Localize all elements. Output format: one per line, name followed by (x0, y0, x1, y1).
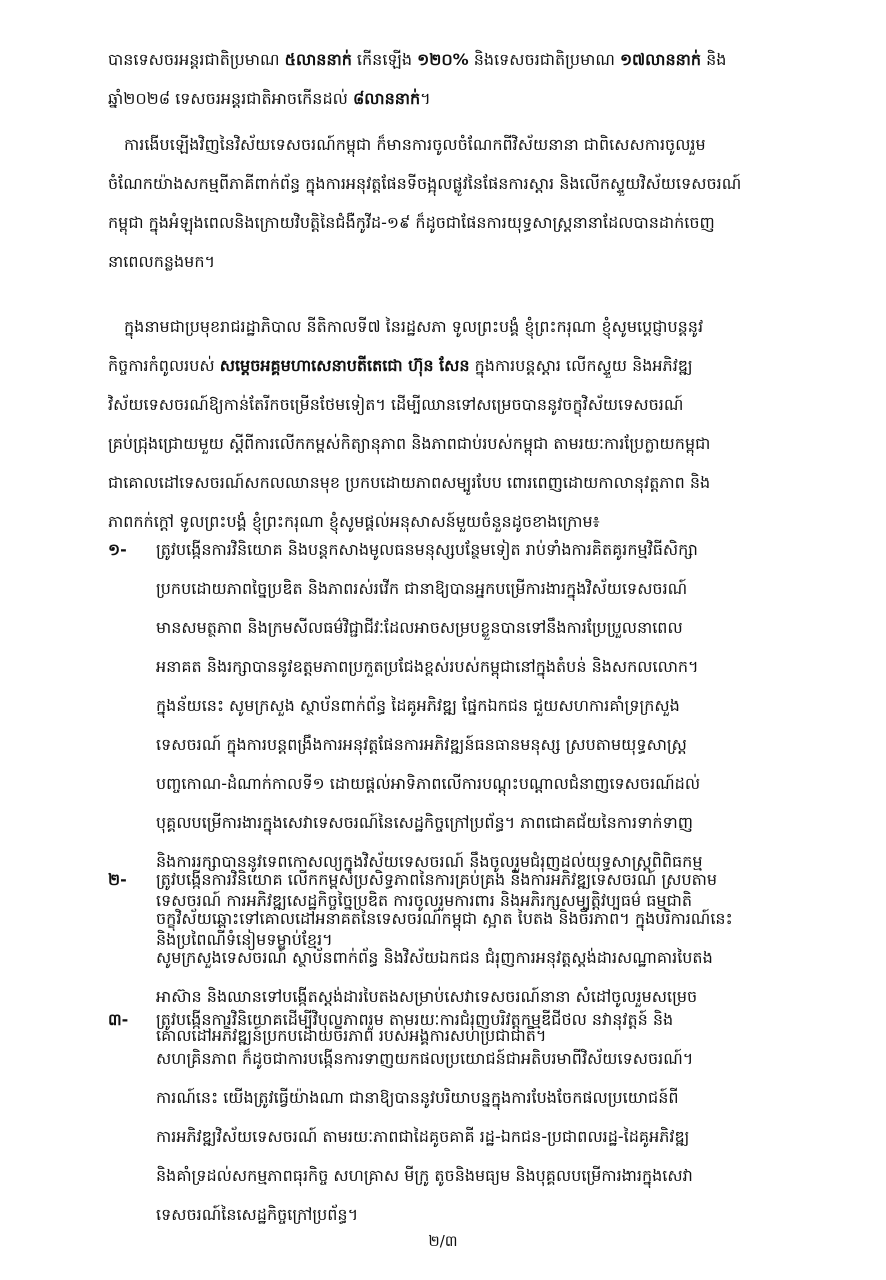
text-line: មានសមត្ថភាព និងក្រមសីលធម៌វិជ្ជាជីវៈដែលអាចសម្របខ្លួនបានទៅនឹងការប្រែប្រួលនាពេល (156, 618, 683, 637)
text-line: កម្ពុជា ក្នុងអំឡុងពេលនិងក្រោយវិបត្តិនៃជំងឺកូវីដ-១៩ ក៏ដូចជាផែនការយុទ្ធសាស្ត្រនានាដែលបានដាក់ចេញ (108, 213, 715, 232)
text-line: ជាគោលដៅទេសចរណ៍សកលឈានមុខ ប្រកបដោយភាពសម្បូរបែប ពោរពេញដោយកាលានុវត្តភាព និង (108, 473, 711, 492)
text-span: និងទេសចរជាតិប្រមាណ (468, 50, 620, 69)
bold-figure: ៥លាននាក់ (284, 50, 352, 69)
text-line: ត្រូវបង្កើនការវិនិយោគដើម្បីវិបុលភាពរួម តាមរយៈការជំរុញបរិវត្តកម្មឌីជីថល នវានុវត្តន៍ និង (156, 1010, 674, 1029)
text-line: គោលដៅអភិវឌ្ឍន៍ប្រកបដោយចីរភាព របស់អង្គការសហប្រជាជាតិ។ (156, 1026, 547, 1045)
text-span: ។ (420, 89, 431, 108)
text-line (108, 79, 830, 118)
text-line: និងគាំទ្រដល់សកម្មភាពធុរកិច្ច សហគ្រាស មីក្រូ តូចនិងមធ្យម និងបុគ្គលបម្រើការងារក្នុងសេវា (156, 1166, 693, 1185)
text-line: ត្រូវបង្កើនការវិនិយោគ និងបន្តកសាងមូលធនមនុស្សបន្ថែមទៀត រាប់ទាំងការគិតគូរកម្មវិធីសិក្សា (156, 540, 698, 559)
text-line: ប្រកបដោយភាពច្នៃប្រឌិត និងភាពរស់រវើក ជានាឱ្យបានអ្នកបម្រើការងារក្នុងវិស័យទេសចរណ៍ (156, 579, 688, 598)
text-line (108, 346, 830, 385)
text-span: កើនឡើង (351, 50, 418, 69)
bold-name: សម្តេចអគ្គមហាសេនាបតីតេជោ ហ៊ុន សែន (219, 356, 470, 375)
text-line: ការណ៍នេះ យើងត្រូវធ្វើយ៉ាងណា ជានាឱ្យបាននូវបរិយាបន្នក្នុងការបែងចែកផលប្រយោជន៍ពី (156, 1088, 679, 1107)
text-line: ការងើបឡើងវិញនៃវិស័យទេសចរណ៍កម្ពុជា ក៏មានការចូលចំណែកពីវិស័យនានា ជាពិសេសការចូលរួម (124, 135, 706, 154)
text-line: និងការរក្សាបាននូវទេពកោសល្យក្នុងវិស័យទេសចរណ៍ នឹងចូលរួមជំរុញដល់យុទ្ធសាស្ត្រពិពិធកម្ម (156, 852, 703, 871)
text-line: គ្រប់ជ្រុងជ្រោយមួយ ស្តីពីការលើកកម្ពស់កិត្យានុភាព និងភាពជាប់របស់កម្ពុជា តាមរយៈការប្រែក្លាយកម្ពុជា (108, 434, 711, 453)
text-line: វិស័យទេសចរណ៍ឱ្យកាន់តែរីកចម្រើនថែមទៀត។ ដើម្បីឈានទៅសម្រេចបាននូវចក្ខុវិស័យទេសចរណ៍ (108, 395, 684, 414)
text-line: ទេសចរណ៍នៃសេដ្ឋកិច្ចក្រៅប្រព័ន្ធ។ (156, 1205, 359, 1224)
text-span: និង (701, 50, 727, 69)
bold-figure: ៨លាននាក់ (352, 89, 421, 108)
text-line: នាពេលកន្លងមក។ (108, 252, 216, 271)
text-line: អនាគត និងរក្សាបាននូវឧត្តមភាពប្រកួតប្រជែងខ្ពស់របស់កម្ពុជានៅក្នុងតំបន់ និងសកលលោក។ (156, 657, 699, 676)
paragraph-recovery (108, 125, 830, 281)
text-line: ការអភិវឌ្ឍវិស័យទេសចរណ៍ តាមរយៈភាពជាដៃគូចគាគី រដ្ឋ-ឯកជន-ប្រជាពលរដ្ឋ-ដៃគូអភិវឌ្ឍ (156, 1127, 690, 1146)
bold-figure: ១២០% (417, 50, 469, 69)
text-line: និងប្រពៃណីទំនៀមទម្លាប់ខ្មែរ។ (156, 930, 333, 949)
text-line: ចំណែកយ៉ាងសកម្មពីភាគីពាក់ព័ន្ធ ក្នុងការអនុវត្តផែនទីចង្អុលផ្លូវនៃផែនការស្តារ និងលើកស្ទួយវិស័យទេសចរណ៍ (108, 174, 742, 193)
paragraph-commitment (108, 307, 830, 541)
text-line: ទេសចរណ៍ ក្នុងការបន្តពង្រឹងការអនុវត្តផែនការអភិវឌ្ឍន៍ធនធានមនុស្ស ស្របតាមយុទ្ធសាស្ត្រ (156, 735, 687, 754)
text-line: សូមក្រសួងទេសចរណ៍ ស្ថាប័នពាក់ព័ន្ធ និងវិស័យឯកជន ជំរុញការអនុវត្តស្តង់ដារសណ្ឋាគារបៃតង (156, 948, 713, 967)
text-span: ក្នុងការបន្តស្តារ លើកស្ទួយ និងអភិវឌ្ឍ (469, 356, 693, 375)
text-line: បុគ្គលបម្រើការងារក្នុងសេវាទេសចរណ៍នៃសេដ្ឋកិច្ចក្រៅប្រព័ន្ធ។ ភាពជោគជ័យនៃការទាក់ទាញ (156, 813, 693, 832)
text-line: ចក្ខុវិស័យឆ្ពោះទៅគោលដៅអនាគតនៃទេសចរណ៍កម្ពុជា ស្អាត បៃតង និងចីរភាព។ ក្នុងបរិការណ៍នេះ (156, 909, 733, 928)
recommendation-item-3 (108, 1000, 830, 1234)
item-number: ៣- (108, 1010, 129, 1029)
page-number: ២/៣ (428, 1232, 458, 1250)
text-line: ក្នុងនាមជាប្រមុខរាជរដ្ឋាភិបាល នីតិកាលទី៧ នៃរដ្ឋសភា ទូលព្រះបង្គំ ខ្ញុំព្រះករុណា ខ្ញុំសូមប្តេជ្ញាបន្តនូវ (124, 317, 704, 336)
text-line: ក្នុងន័យនេះ សូមក្រសួង ស្ថាប័នពាក់ព័ន្ធ ដៃគូអភិវឌ្ឍ ផ្នែកឯកជន ជួយសហការគាំទ្រក្រសួង (156, 696, 680, 715)
item-number: ១- (108, 540, 127, 559)
text-line: ត្រូវបង្កើនការវិនិយោគ លើកកម្ពស់ប្រសិទ្ធភាពនៃការគ្រប់គ្រង និងការអភិវឌ្ឍទេសចរណ៍ ស្របតាម (156, 870, 718, 889)
text-line: ភាពកក់ក្តៅ ទូលព្រះបង្គំ ខ្ញុំព្រះករុណា ខ្ញុំសូមផ្តល់អនុសាសន៍មួយចំនួនដូចខាងក្រោម៖ (108, 512, 600, 531)
text-line: អាស៊ាន និងឈានទៅបង្កើតស្តង់ដារបៃតងសម្រាប់សេវាទេសចរណ៍នានា សំដៅចូលរួមសម្រេច (156, 987, 698, 1006)
item-number: ២- (108, 870, 127, 889)
text-span: ឆ្នាំ២០២៨ ទេសចរអន្តរជាតិអាចកើនដល់ (108, 89, 353, 108)
text-span: បានទេសចរអន្តរជាតិប្រមាណ (108, 50, 285, 69)
bold-figure: ១៧លាននាក់ (619, 50, 702, 69)
text-span: កិច្ចការកំពូលរបស់ (108, 356, 220, 375)
text-line: បញ្ចកោណ-ដំណាក់កាលទី១ ដោយផ្តល់អាទិភាពលើការបណ្តុះបណ្តាលជំនាញទេសចរណ៍ដល់ (156, 774, 701, 793)
text-line: សហគ្រិនភាព ក៏ដូចជាការបង្កើនការទាញយកផលប្រយោជន៍ជាអតិបរមាពីវិស័យទេសចរណ៍។ (156, 1049, 694, 1068)
item-body (156, 1000, 830, 1234)
text-line (108, 40, 830, 79)
paragraph-statistics (108, 40, 830, 118)
text-line: ទេសចរណ៍ ការអភិវឌ្ឍសេដ្ឋកិច្ចច្នៃប្រឌិត ការចូលរួមការពារ និងអភិរក្សសម្បត្តិវប្បធម៌ ធម្មជាតិ (156, 891, 692, 910)
